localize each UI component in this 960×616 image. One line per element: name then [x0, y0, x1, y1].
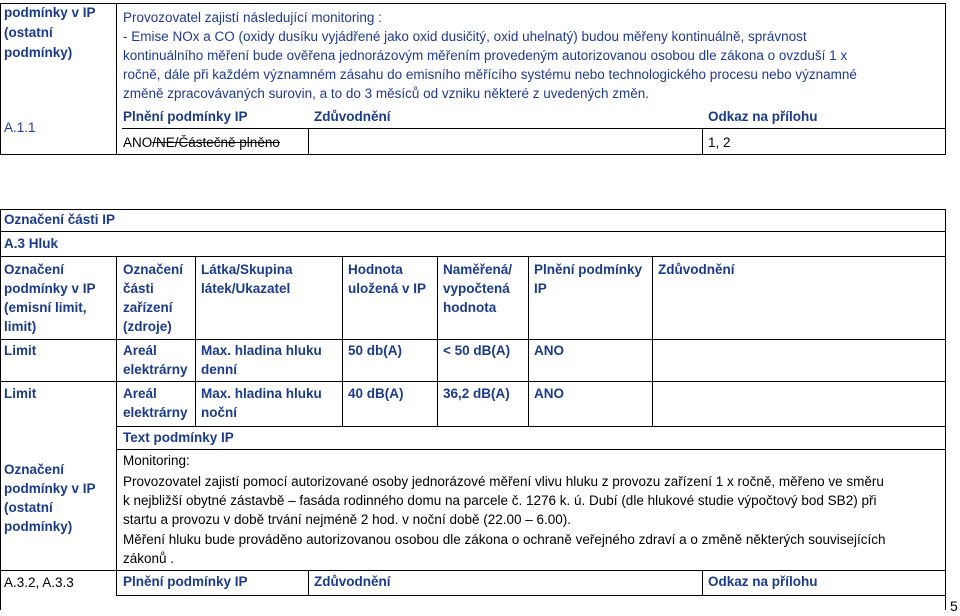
bottom-para-line-1: Provozovatel zajistí pomocí autorizované osoby jednorázové měření vlivu hluku z provozu zařízení 1 x ročně, měřeno ve směru [123, 474, 884, 489]
th-col4-line-1: Hodnota [348, 262, 403, 277]
th-col1-line-4: limit) [4, 319, 37, 334]
th-col3-line-1: Látka/Skupina [201, 262, 293, 277]
row1-c3-line-1: Max. hladina hluku [201, 343, 322, 358]
top-label-line-2: (ostatní [4, 25, 53, 40]
bottom-header-plneni: Plnění podmínky IP [123, 574, 248, 589]
bottom-para-line-4: Měření hluku bude prováděno autorizovanou osobou dle zákona o ochraně veřejného zdraví a o změně některých souvisejících [123, 532, 886, 547]
bottom-header-zduvodneni: Zdůvodnění [314, 574, 391, 589]
row2-c5: 36,2 dB(A) [443, 386, 510, 401]
th-col6-line-1: Plnění podmínky [534, 262, 643, 277]
bottom-para-line-5: zákonů . [123, 551, 175, 566]
top-header-zduvodneni: Zdůvodnění [314, 109, 391, 124]
answer-ano: ANO [123, 135, 153, 150]
row2-c3-line-2: noční [201, 405, 237, 420]
th-col2-line-4: (zdroje) [123, 319, 172, 334]
bottom-header-odkaz: Odkaz na přílohu [708, 574, 818, 589]
row1-c4: 50 db(A) [348, 343, 402, 358]
top-priloha: 1, 2 [708, 135, 731, 150]
row2-c1: Limit [4, 386, 37, 401]
row1-c1: Limit [4, 343, 37, 358]
row1-c6: ANO [534, 343, 564, 358]
row1-c2-line-1: Areál [123, 343, 157, 358]
th-col6-line-2: IP [534, 281, 547, 296]
th-col2-line-2: části [123, 281, 154, 296]
page-number: 5 [950, 598, 958, 614]
text-podminky-label: Text podmínky IP [123, 430, 234, 445]
bottom-code: A.3.2, A.3.3 [4, 575, 74, 590]
bottom-label-line-4: podmínky) [4, 519, 73, 534]
row1-c2-line-2: elektrárny [123, 362, 188, 377]
th-col4-line-2: uložená v IP [348, 281, 427, 296]
th-col2-line-3: zařízení [123, 300, 173, 315]
th-col1-line-3: (emisní limit, [4, 300, 87, 315]
th-col5-line-2: vypočtená [443, 281, 510, 296]
th-col2-line-1: Označení [123, 262, 184, 277]
monitoring-label: Monitoring: [123, 453, 190, 468]
top-para-line-3: kontinuálního měření bude ověřena jednorázovým měřením provedeným autorizovanou osobou dle zákona o ovzduší 1 x [123, 48, 848, 63]
section-hluk: A.3 Hluk [4, 236, 59, 251]
bottom-label-line-3: (ostatní [4, 500, 53, 515]
th-col5-line-1: Naměřená/ [443, 262, 513, 277]
top-header-odkaz: Odkaz na přílohu [708, 109, 818, 124]
top-code: A.1.1 [4, 120, 36, 135]
row2-c6: ANO [534, 386, 564, 401]
bottom-label-line-1: Označení [4, 462, 65, 477]
section-oznaceni-casti: Označení části IP [4, 212, 116, 227]
top-para-line-1: Provozovatel zajistí následující monitoring : [123, 10, 382, 25]
top-answer [123, 133, 280, 152]
top-para-line-2: - Emise NOx a CO (oxidy dusíku vyjádřené jako oxid dusičitý, oxid uhelnatý) budou měřeny kontinuálně, správnost [123, 29, 807, 44]
th-col1-line-1: Označení [4, 262, 65, 277]
row2-c4: 40 dB(A) [348, 386, 404, 401]
bottom-para-line-2: k nejbližší obytné zástavbě – fasáda rodinného domu na parcele č. 1276 k. ú. Dubí (dle hlukové studie výpočtový bod SB2) při [123, 493, 877, 508]
top-label-line-1: podmínky v IP [4, 5, 96, 20]
top-header-plneni: Plnění podmínky IP [123, 109, 248, 124]
row2-c2-line-1: Areál [123, 386, 157, 401]
row1-c3-line-2: denní [201, 362, 237, 377]
th-col5-line-3: hodnota [443, 300, 497, 315]
row2-c3-line-1: Max. hladina hluku [201, 386, 322, 401]
row2-c2-line-2: elektrárny [123, 405, 188, 420]
th-col7-line-1: Zdůvodnění [658, 262, 735, 277]
top-para-line-4: ročně, dále při každém významném zásahu do emisního měřícího systému nebo technologického procesu nebo významné [123, 67, 857, 82]
row1-c5: < 50 dB(A) [443, 343, 511, 358]
answer-ne-castecne: /NE/Částečně plněno [152, 135, 280, 150]
top-para-line-5: změně zpracovávaných surovin, a to do 3 měsíců od vzniku některé z uvedených změn. [123, 86, 650, 101]
th-col3-line-2: látek/Ukazatel [201, 281, 291, 296]
top-label-line-3: podmínky) [4, 45, 73, 60]
bottom-label-line-2: podmínky v IP [4, 481, 96, 496]
th-col1-line-2: podmínky v IP [4, 281, 96, 296]
bottom-para-line-3: startu a provozu v době trvání nejméně 2 hod. v noční době (22.00 – 6.00). [123, 512, 572, 527]
